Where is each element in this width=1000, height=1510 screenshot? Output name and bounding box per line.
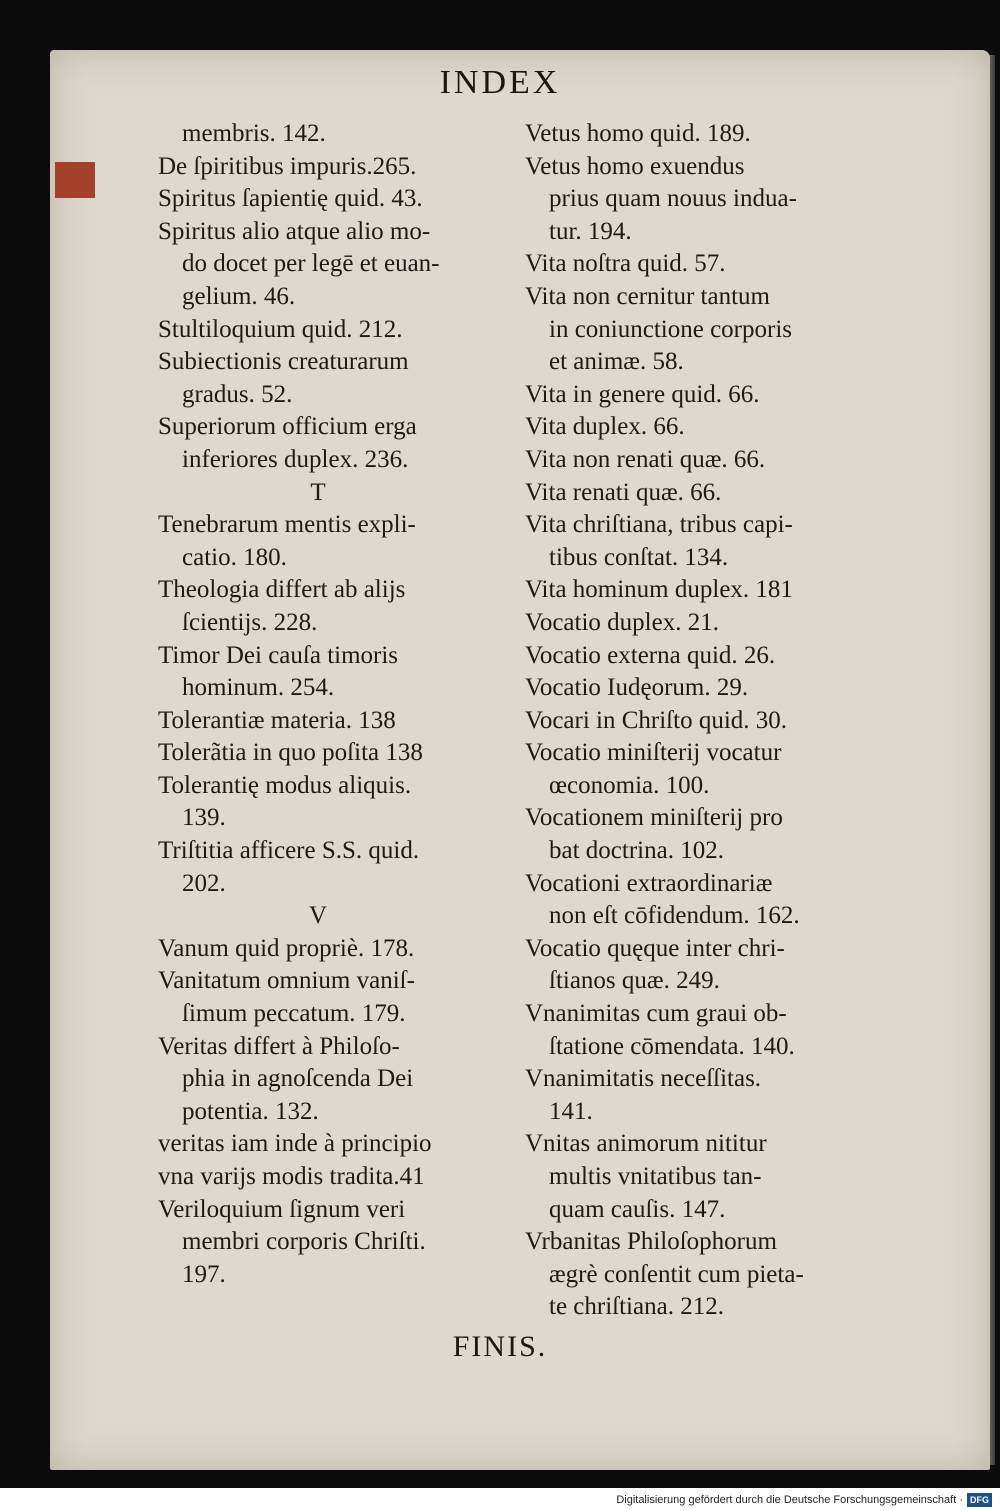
index-entry-line: Tolerãtia in quo poſita 138 (158, 739, 423, 767)
index-entry-line: vna varijs modis tradita.41 (158, 1163, 425, 1190)
index-column-left (158, 118, 518, 1291)
index-entry-line: 139. (182, 804, 226, 832)
index-entry-line: Vrbanitas Philoſophorum (525, 1228, 777, 1256)
index-entry-line: Vita renati quæ. 66. (525, 478, 722, 506)
index-entry-line: œconomia. 100. (549, 771, 710, 799)
index-entry-line: tur. 194. (549, 217, 632, 245)
index-entry-line: Vetus homo exuendus (525, 152, 745, 180)
index-entry-line: veritas iam inde à principio (158, 1130, 432, 1158)
index-entry-line: Subiectionis creaturarum (158, 348, 409, 376)
index-entry-line: ſtatione cōmendata. 140. (549, 1032, 795, 1060)
index-entry-line: et animæ. 58. (549, 348, 684, 376)
index-entry-line: Vanum quid propriè. 178. (158, 934, 415, 962)
index-entry-line: Vnanimitatis neceſſitas. (525, 1065, 762, 1093)
index-entry-line: Vocari in Chriſto quid. 30. (525, 706, 788, 734)
index-entry-line: catio. 180. (182, 543, 287, 571)
index-entry-line: ſtianos quæ. 249. (549, 967, 720, 995)
index-entry-line: Vocatio duplex. 21. (525, 608, 719, 636)
index-entry-line: potentia. 132. (182, 1097, 319, 1125)
index-entry-line: Tolerantię modus aliquis. (158, 771, 412, 799)
index-entry-line: multis vnitatibus tan- (549, 1163, 762, 1190)
index-entry-line: prius quam nouus indua- (549, 185, 797, 213)
index-entry-line: Superiorum officium erga (158, 413, 417, 441)
digitization-credit (616, 1492, 992, 1508)
index-entry-line: Vita duplex. 66. (525, 413, 685, 441)
section-letter: V (308, 902, 328, 930)
bookmark-tab (55, 162, 95, 198)
index-entry-line: Veriloquium ſignum veri (158, 1195, 406, 1223)
section-letter: T (310, 478, 326, 506)
index-entry-line: Spiritus ſapientię quid. 43. (158, 185, 423, 213)
index-entry-line: phia in agnoſcenda Dei (182, 1065, 414, 1093)
page-footer: FINIS. (452, 1330, 548, 1363)
index-entry-line: gelium. 46. (182, 282, 296, 310)
index-entry-line: Vita chriſtiana, tribus capi- (525, 511, 793, 539)
index-entry-line: Vnanimitas cum graui ob- (525, 1000, 787, 1028)
index-entry-line: gradus. 52. (182, 380, 293, 408)
index-entry-line: Vita in genere quid. 66. (525, 380, 760, 408)
index-entry-line: Vocatio miniſterij vocatur (525, 739, 782, 767)
index-entry-line: Vanitatum omnium vaniſ- (158, 967, 415, 995)
index-entry-line: in coniunctione corporis (549, 315, 792, 343)
index-entry-line: 202. (182, 869, 226, 897)
index-entry-line: Stultiloquium quid. 212. (158, 315, 403, 343)
index-entry-line: 141. (549, 1097, 593, 1125)
index-entry-line: ſcientijs. 228. (182, 608, 318, 636)
index-entry-line: Vocatio externa quid. 26. (525, 641, 776, 669)
index-entry-line: Vocatio quęque inter chri- (525, 934, 785, 962)
index-entry-line: membri corporis Chriſti. (182, 1228, 426, 1256)
index-entry-line: Tenebrarum mentis expli- (158, 511, 416, 539)
index-column-right (525, 118, 885, 1324)
index-entry-line: Tolerantiæ materia. 138 (158, 706, 396, 734)
index-entry-line: Vita non cernitur tantum (525, 282, 770, 310)
index-entry-line: non eſt cōfidendum. 162. (549, 902, 800, 930)
index-entry-line: quam cauſis. 147. (549, 1195, 726, 1223)
index-entry-line: Vita noſtra quid. 57. (525, 250, 726, 278)
index-entry-line: Spiritus alio atque alio mo- (158, 217, 431, 245)
index-entry-line: bat doctrina. 102. (549, 837, 724, 865)
index-entry-line: ſimum peccatum. 179. (182, 1000, 406, 1028)
index-entry-line: Vocationem miniſterij pro (525, 804, 783, 832)
index-entry-line: Vita non renati quæ. 66. (525, 445, 766, 473)
index-entry-line: Veritas differt à Philoſo- (158, 1032, 400, 1060)
index-entry-line: 197. (182, 1260, 226, 1288)
index-entry-line: membris. 142. (182, 120, 326, 147)
index-entry-line: Vita hominum duplex. 181 (525, 576, 793, 604)
index-entry-line: hominum. 254. (182, 674, 335, 702)
index-entry-line: Vocationi extraordinariæ (525, 869, 773, 897)
index-entry-line: te chriſtiana. 212. (549, 1293, 724, 1321)
index-entry-line: Vetus homo quid. 189. (525, 120, 751, 147)
page-header: INDEX (439, 64, 561, 101)
index-entry-line: De ſpiritibus impuris.265. (158, 152, 417, 180)
credit-text: Digitalisierung gefördert durch die Deutsche Forschungsgemeinschaft · (616, 1494, 963, 1506)
index-entry-line: Triſtitia afficere S.S. quid. (158, 837, 420, 865)
index-entry-line: tibus conſtat. 134. (549, 543, 729, 571)
index-entry-line: ægrè conſentit cum pieta- (549, 1260, 804, 1288)
index-entry-line: Vocatio Iudęorum. 29. (525, 674, 749, 702)
index-entry-line: Timor Dei cauſa timoris (158, 641, 399, 669)
index-entry-line: Theologia differt ab alijs (158, 576, 406, 604)
index-entry-line: do docet per legē et euan- (182, 250, 440, 278)
index-entry-line: inferiores duplex. 236. (182, 445, 409, 473)
dfg-logo: DFG (967, 1493, 992, 1507)
index-entry-line: Vnitas animorum nititur (525, 1130, 767, 1158)
